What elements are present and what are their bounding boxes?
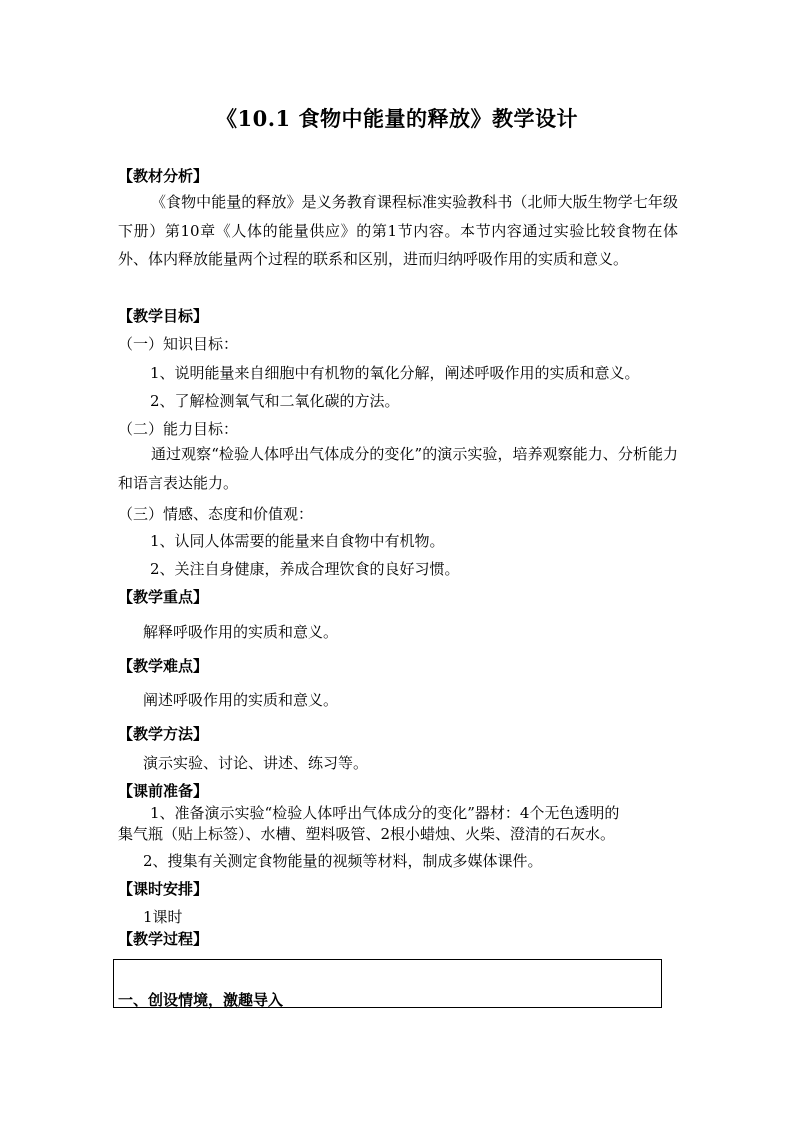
emotion-objective-item: 1、认同人体需要的能量来自食物中有机物。 (150, 532, 445, 550)
preparation-item-1-line-2: 集气瓶（贴上标签）、水槽、塑料吸管、2根小蜡烛、火柴、澄清的石灰水。 (118, 825, 616, 843)
ability-objective-label: （二）能力目标： (118, 420, 239, 438)
schedule-text: 1课时 (143, 908, 183, 926)
emotion-objective-label: （三）情感、态度和价值观： (118, 505, 314, 523)
knowledge-objective-item: 2、了解检测氧气和二氧化碳的方法。 (150, 392, 400, 410)
section-heading-preparation: 【课前准备】 (118, 782, 209, 800)
knowledge-objective-item: 1、说明能量来自细胞中有机物的氧化分解，阐述呼吸作用的实质和意义。 (150, 364, 640, 382)
material-analysis-paragraph: 《食物中能量的释放》是义务教育课程标准实验教科书（北师大版生物学七年级下册）第10章《人体的能量供应》的第1节内容。本节内容通过实验比较食物在体外、体内释放能量两个过程的联系和区别，进而归纳呼吸作用的实质和意义。 (118, 193, 678, 268)
methods-text: 演示实验、讨论、讲述、练习等。 (143, 754, 369, 772)
section-heading-difficulties: 【教学难点】 (118, 657, 209, 675)
section-heading-schedule: 【课时安排】 (118, 880, 209, 898)
section-heading-methods: 【教学方法】 (118, 725, 209, 743)
section-heading-objectives: 【教学目标】 (118, 307, 209, 325)
section-heading-process: 【教学过程】 (118, 930, 209, 948)
section-heading-material-analysis: 【教材分析】 (118, 167, 209, 185)
preparation-item-2: 2、搜集有关测定食物能量的视频等材料，制成多媒体课件。 (143, 852, 543, 870)
key-points-text: 解释呼吸作用的实质和意义。 (143, 623, 339, 641)
document-title: 《10.1 食物中能量的释放》教学设计 (216, 106, 578, 131)
preparation-item-1-line-1: 1、准备演示实验“检验人体呼出气体成分的变化”器材：4个无色透明的 (150, 804, 620, 822)
knowledge-objective-label: （一）知识目标： (118, 335, 239, 353)
emotion-objective-item: 2、关注自身健康，养成合理饮食的良好习惯。 (150, 560, 460, 578)
process-step-1: 一、创设情境，激趣导入 (118, 991, 284, 1009)
section-heading-key-points: 【教学重点】 (118, 588, 209, 606)
ability-objective-paragraph: 通过观察“检验人体呼出气体成分的变化”的演示实验，培养观察能力、分析能力和语言表达能力。 (118, 445, 678, 492)
difficulties-text: 阐述呼吸作用的实质和意义。 (143, 691, 339, 709)
